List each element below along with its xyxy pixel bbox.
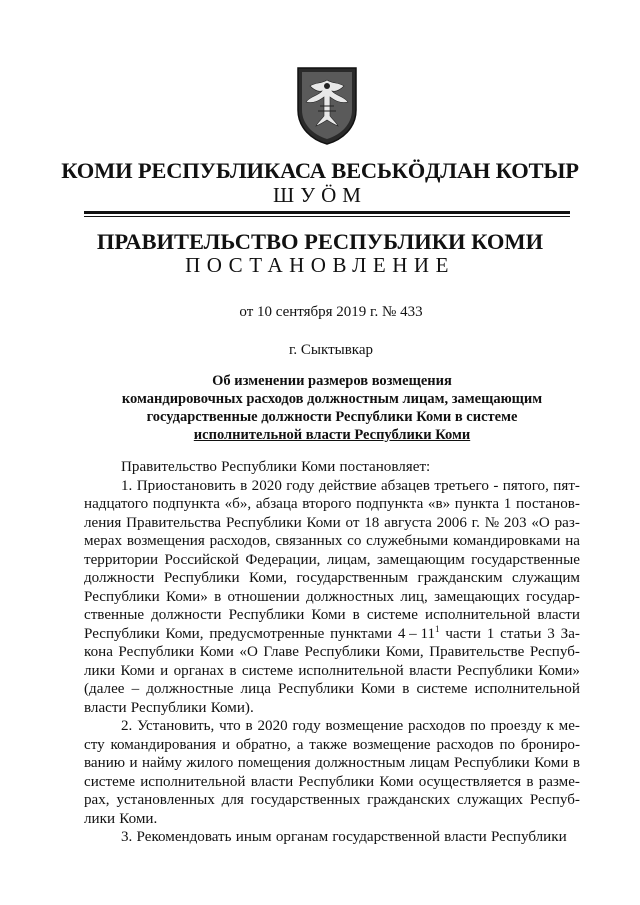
body-word: Республики [454,755,530,771]
title-line: командировочных расходов должностным лицам, замещающим [121,391,543,407]
body-word: За- [560,625,580,642]
body-word: со [347,533,362,549]
body-word: Коми, [165,625,204,642]
body-line [84,551,580,570]
body-word: осуществляется [418,773,522,790]
body-word: году [292,718,321,734]
body-word: пятого, [502,477,549,494]
body-word: рах, [84,792,110,808]
body-word: гражданских [367,792,451,808]
body-word: служащих [457,792,523,808]
body-word: и [129,755,138,771]
body-word: служебными [366,533,449,549]
body-word: и [160,662,169,679]
body-word: власти [250,773,294,790]
body-word: лица [240,681,271,697]
body-word: Республики [130,699,207,716]
title-line: государственные должности Республики Коми в системе [146,409,518,425]
body-line [84,514,580,533]
body-word: замещающих [434,588,520,605]
body-word: 18 [364,514,380,531]
komi-coat-of-arms-icon [296,66,358,146]
body-word: пункта [454,496,500,512]
body-word: г. [471,514,480,531]
body-word: в [526,773,534,790]
body-word: государственных [250,792,361,808]
body-word: августа [384,514,432,531]
body-word: по [499,736,516,753]
body-word: расходов [436,736,494,753]
body-word: Республики [118,644,195,660]
body-word: части [445,625,481,642]
body-word: исполнительной [140,773,246,790]
body-word: № [484,514,500,531]
body-word: Рекомендовать [136,829,232,845]
body-word: в [352,607,360,623]
russian-government-title: ПРАВИТЕЛЬСТВО РЕСПУБЛИКИ КОМИ [96,229,544,254]
body-word: лики [84,810,116,827]
body-word: Республики [163,570,240,586]
body-word: системе [241,662,293,679]
body-word: абзаца [255,496,298,512]
body-word: Коми [379,773,414,790]
body-line [84,458,580,477]
body-word: 3. [121,829,133,845]
body-word: власти [84,699,127,716]
body-word: Правительстве [429,644,525,660]
body-word: 2. [121,718,133,734]
body-word: Коми [120,662,155,679]
body-word: государственные [471,551,580,568]
body-word: замещающим [376,551,465,568]
body-word: в [402,681,410,697]
body-word: и [221,736,231,753]
body-word: Установить, [137,718,215,734]
body-line [84,736,580,755]
body-word: к [546,718,554,734]
body-word: жилого [186,755,234,771]
body-word: Республики [304,644,381,660]
body-word: Коми [301,459,336,475]
body-word: Российской [164,551,239,568]
body-line [84,773,580,792]
body-word: Коми). [210,699,254,716]
body-word: (далее [84,681,125,697]
body-word: надцатого [84,496,149,512]
body-word: ванию [84,755,126,771]
body-word: государ- [526,588,580,605]
body-word: в [240,477,248,494]
body-word: органам [275,829,329,845]
body-line [84,625,580,644]
komi-government-title: КОМИ РЕСПУБЛИКАСА ВЕСЬКӦДЛАН КОТЫР [61,158,579,183]
body-line [84,569,580,588]
body-word: лицам, [326,551,371,568]
body-word: командировками [452,533,561,549]
body-word: обратно, [235,736,291,753]
body-word: лицам [409,755,450,771]
body-word: командирования [110,736,217,753]
body-word: в [245,718,253,734]
body-word: органах [173,662,224,679]
body-word: по [470,718,486,734]
body-word: Респуб- [529,644,580,660]
body-word: для [221,792,244,808]
body-word: Коми» [538,662,580,679]
body-word: Коми, [385,644,424,660]
body-word: «О [239,644,258,660]
body-word: Республики [457,662,533,679]
body-word: Коми» [166,588,208,605]
body-word: власти [444,829,487,845]
body-word: Правительства [126,514,222,531]
body-word: Главе [263,644,299,660]
body-line [84,532,580,551]
body-word: связанных [275,533,343,549]
body-word: третьего [434,477,489,494]
body-line [84,791,580,810]
body-word: расходов, [209,533,271,549]
body-word: помещения [237,755,311,771]
body-line [84,588,580,607]
body-word: ления [84,514,122,531]
body-word: «б», [224,496,252,512]
body-word: постановляет: [339,459,431,475]
body-word: 2020 [251,477,282,494]
body-word: должности [151,607,222,623]
header-divider-thick [84,211,570,214]
body-word: Коми [311,607,346,623]
body-word: власти [537,607,580,623]
body-word: Коми [199,644,234,660]
body-line [84,643,580,662]
body-word: должностные [146,681,234,697]
body-word: кона [84,644,113,660]
body-line [84,828,580,847]
body-word: что [219,718,241,734]
body-word: подпункта [152,496,220,512]
russian-document-type: ПОСТАНОВЛЕНИЕ [185,253,455,277]
body-word: в [214,588,222,605]
body-word: исполнительной [425,607,531,623]
body-word: системе [366,607,418,623]
body-word: должностным [315,755,406,771]
body-word: Правительство [121,459,217,475]
document-date-number: от 10 сентября 2019 г. № 433 [239,304,423,320]
body-word: раз- [554,514,580,531]
body-word: Республики [221,459,297,475]
body-word: а [296,736,304,753]
body-word: возмещение [352,736,431,753]
body-word: исполнительной [298,662,404,679]
body-word: «в» [427,496,451,512]
body-word: 1 [486,625,495,642]
body-word: второго [302,496,352,512]
body-line [84,495,580,514]
body-word: расходов [408,718,466,734]
body-word: системе [416,681,468,697]
body-word: исполнительной [474,681,580,697]
body-line [84,662,580,681]
body-word: Республики [278,681,354,697]
body-word: лиц, [400,588,428,605]
body-word: Федерации, [245,551,321,568]
body-word: также [309,736,348,753]
body-word: пунктами [330,625,393,642]
body-word: отношении [227,588,300,605]
body-word: - [493,477,499,494]
body-word: Коми [360,681,396,697]
body-word: возмещения [126,533,205,549]
document-body [84,458,580,847]
body-word: брониро- [520,736,580,753]
body-line [84,717,580,736]
body-line [84,754,580,773]
body-word: территории [84,551,159,568]
body-word: Республики [225,514,302,531]
body-word: на [565,533,580,549]
title-line [100,426,564,444]
body-word: государственной [332,829,440,845]
body-word: Республики [228,607,305,623]
body-word: в [229,662,237,679]
body-line [84,477,580,496]
body-line [84,606,580,625]
body-word: подпункта [356,496,424,512]
body-word: должностных [305,588,395,605]
body-word: Республики [298,773,375,790]
body-word: власти [409,662,452,679]
body-word: в [572,755,580,771]
body-word: системе [84,773,136,790]
body-word: разме- [538,773,580,790]
document-title [100,372,564,444]
body-word: 2006 [436,514,467,531]
body-word: найму [141,755,182,771]
body-word: государственным [296,570,409,586]
body-line [84,810,580,829]
body-word: $4 - 11^1$ [397,623,440,642]
body-word: установленных [116,792,215,808]
body-line [84,699,580,718]
body-word: Респуб- [529,792,580,808]
body-word: ме- [558,718,580,734]
body-word: предусмотренные [209,625,325,642]
body-word: Приостановить [136,477,236,494]
body-word: действие [318,477,377,494]
body-word: проезду [490,718,542,734]
body-word: 3 [547,625,555,642]
superscript-mark: 1 [435,623,440,634]
body-word: сту [84,736,105,753]
title-line-underlined: исполнительной власти Республики Коми [193,427,471,443]
body-word: постанов- [515,496,580,512]
body-word: мерах [84,533,123,549]
body-word: должности [84,570,155,586]
body-word: 1 [503,496,512,512]
body-word: абзацев [380,477,430,494]
body-word: лики [84,662,116,679]
title-line: Об изменении размеров возмещения [212,373,452,389]
body-word: Коми [306,514,341,531]
body-word: Республики [84,588,160,605]
body-word: 203 [503,514,527,531]
body-word: Республики [490,829,567,845]
header-divider-thin [84,216,570,217]
body-line [84,680,580,699]
body-word: – [131,681,140,697]
body-word: Республики [84,625,160,642]
document-city: г. Сыктывкар [288,342,374,358]
body-word: от [345,514,360,531]
body-word: 1. [121,477,133,494]
body-word: гражданским [417,570,503,586]
body-word: Коми, [249,570,287,586]
body-word: Коми [534,755,569,771]
body-word: иным [235,829,272,845]
body-word: году [286,477,315,494]
body-word: «О [531,514,550,531]
body-word: статьи [500,625,542,642]
body-word: возмещение [325,718,404,734]
body-word: Коми. [119,810,158,827]
body-word: служащим [511,570,580,586]
body-word: 2020 [257,718,288,734]
body-word: пят- [553,477,580,494]
komi-document-type: ШУӦМ [273,183,367,207]
body-word: ственные [84,607,145,623]
